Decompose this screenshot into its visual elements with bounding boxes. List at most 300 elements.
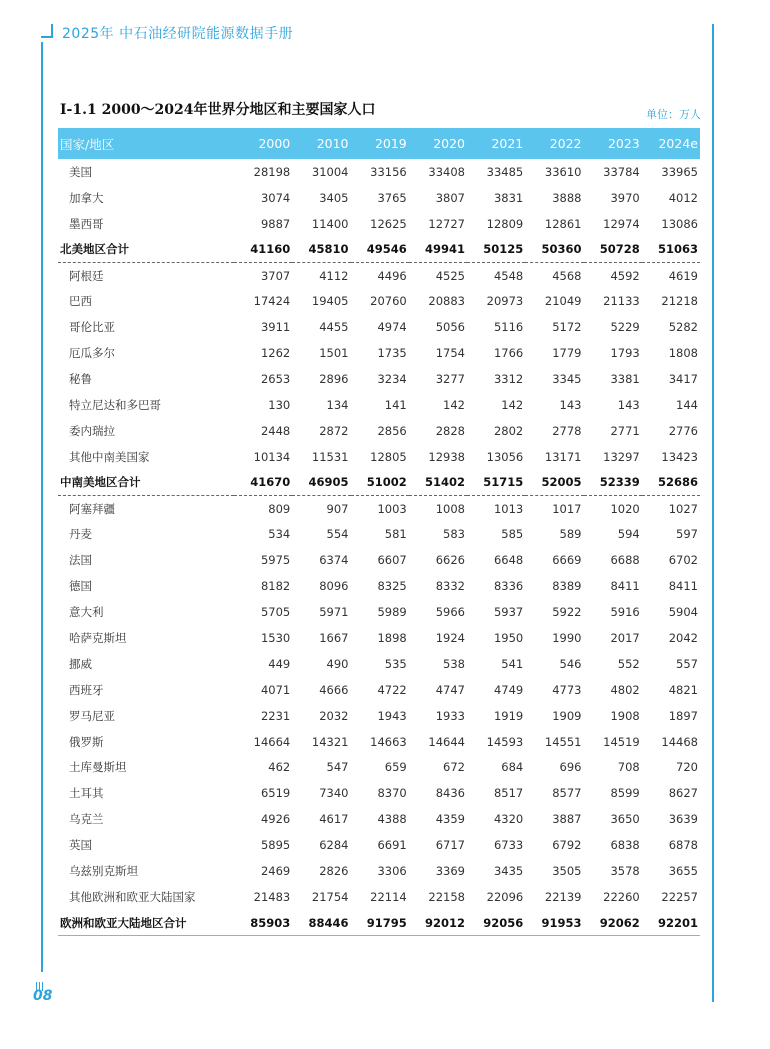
table-row: [58, 858, 700, 884]
cell-value: 907: [326, 501, 349, 516]
cell-value: 3970: [610, 190, 640, 205]
cell-value: 4112: [319, 268, 349, 283]
cell-value: 4455: [319, 320, 349, 335]
cell-value: 1020: [610, 501, 640, 516]
cell-value: 696: [559, 760, 582, 775]
cell-value: 4926: [260, 812, 291, 827]
cell-value: 6519: [260, 786, 291, 801]
cell-value: 2653: [260, 372, 291, 387]
cell-value: 1013: [493, 501, 524, 516]
cell-value: 3312: [493, 372, 524, 387]
cell-value: 720: [676, 760, 698, 775]
cell-value: 659: [384, 760, 407, 775]
cell-value: 22139: [544, 889, 582, 904]
cell-value: 4821: [668, 682, 698, 697]
table-row: [58, 185, 700, 211]
cell-value: 51063: [642, 237, 700, 263]
cell-value: 1779: [552, 346, 582, 361]
row-label: 加拿大: [69, 190, 104, 205]
row-label: 乌兹别克斯坦: [69, 863, 138, 878]
table-row: [58, 211, 700, 237]
cell-value: 3381: [610, 372, 640, 387]
row-label: 阿根廷: [69, 268, 104, 283]
cell-value: 1003: [377, 501, 407, 516]
table-row: [58, 288, 700, 314]
cell-value: 10134: [253, 449, 291, 464]
cell-value: 8627: [668, 786, 698, 801]
cell-value: 4548: [493, 268, 524, 283]
cell-value: 4802: [610, 682, 640, 697]
cell-value: 144: [676, 397, 698, 412]
cell-value: 21133: [603, 294, 640, 309]
cell-value: 3369: [435, 863, 465, 878]
cell-value: 1754: [435, 346, 465, 361]
cell-value: 14468: [661, 734, 698, 749]
cell-value: 3807: [435, 190, 465, 205]
cell-value: 594: [617, 527, 640, 542]
cell-value: 597: [676, 527, 698, 542]
cell-value: 8517: [493, 786, 524, 801]
cell-value: 8096: [319, 579, 349, 594]
row-label: 法国: [69, 553, 92, 568]
cell-value: 1530: [260, 630, 291, 645]
cell-value: 5922: [552, 605, 582, 620]
cell-value: 85903: [234, 910, 292, 936]
cell-value: 2042: [668, 630, 698, 645]
cell-value: 4568: [552, 268, 582, 283]
cell-value: 3277: [435, 372, 465, 387]
cell-value: 33784: [603, 164, 640, 179]
row-label: 委内瑞拉: [69, 423, 115, 438]
table-row: [58, 496, 700, 522]
cell-value: 13171: [544, 449, 582, 464]
cell-value: 554: [326, 527, 349, 542]
cell-value: 12974: [603, 216, 640, 231]
page-tick-decoration: [36, 976, 48, 985]
cell-value: 1898: [377, 630, 407, 645]
cell-value: 2802: [493, 423, 524, 438]
cell-value: 4666: [319, 682, 349, 697]
cell-value: 1919: [493, 708, 524, 723]
cell-value: 4388: [377, 812, 407, 827]
row-label: 厄瓜多尔: [69, 346, 115, 361]
table-row: [58, 444, 700, 470]
cell-value: 33485: [486, 164, 524, 179]
cell-value: 684: [501, 760, 524, 775]
cell-value: 3765: [377, 190, 407, 205]
cell-value: 13297: [603, 449, 640, 464]
cell-value: 49546: [351, 237, 409, 263]
cell-value: 1027: [668, 501, 698, 516]
cell-value: 535: [384, 656, 407, 671]
cell-value: 8336: [493, 579, 524, 594]
cell-value: 1501: [319, 346, 349, 361]
cell-value: 20973: [486, 294, 524, 309]
cell-value: 4496: [377, 268, 407, 283]
cell-value: 1017: [552, 501, 582, 516]
cell-value: 8182: [260, 579, 291, 594]
cell-value: 2856: [377, 423, 407, 438]
cell-value: 4773: [552, 682, 582, 697]
cell-value: 3639: [668, 812, 698, 827]
cell-value: 22158: [428, 889, 465, 904]
cell-value: 143: [617, 397, 640, 412]
cell-value: 2017: [610, 630, 640, 645]
cell-value: 5705: [260, 605, 291, 620]
cell-value: 88446: [292, 910, 350, 936]
row-label: 乌克兰: [69, 812, 104, 827]
cell-value: 2771: [610, 423, 640, 438]
cell-value: 49941: [409, 237, 467, 263]
cell-value: 17424: [253, 294, 291, 309]
column-header-year: 2022: [549, 136, 582, 151]
row-label: 土耳其: [69, 786, 104, 801]
cell-value: 589: [559, 527, 582, 542]
cell-value: 2448: [260, 423, 291, 438]
cell-value: 4320: [493, 812, 524, 827]
cell-value: 14664: [253, 734, 291, 749]
cell-value: 5895: [260, 838, 291, 853]
cell-value: 11400: [311, 216, 349, 231]
cell-value: 7340: [319, 786, 349, 801]
cell-value: 12861: [544, 216, 582, 231]
cell-value: 51402: [409, 470, 467, 496]
cell-value: 91795: [351, 910, 409, 936]
header-bracket-decoration: [41, 24, 53, 38]
cell-value: 21218: [661, 294, 698, 309]
page-number: 08: [33, 988, 53, 1004]
cell-value: 4619: [668, 268, 698, 283]
cell-value: 3578: [610, 863, 640, 878]
cell-value: 1990: [552, 630, 582, 645]
cell-value: 2896: [319, 372, 349, 387]
row-label: 巴西: [69, 294, 92, 309]
cell-value: 41670: [234, 470, 292, 496]
row-label: 俄罗斯: [69, 734, 104, 749]
cell-value: 1909: [552, 708, 582, 723]
cell-value: 12805: [370, 449, 407, 464]
table-body: [58, 159, 700, 936]
cell-value: 5056: [435, 320, 465, 335]
table-row: [58, 625, 700, 651]
table-row: [58, 806, 700, 832]
cell-value: 8577: [552, 786, 582, 801]
cell-value: 12625: [370, 216, 407, 231]
row-label: 中南美地区合计: [58, 470, 234, 496]
table-row: [58, 392, 700, 418]
cell-value: 13056: [486, 449, 524, 464]
cell-value: 134: [326, 397, 349, 412]
row-label: 其他欧洲和欧亚大陆国家: [69, 889, 196, 904]
cell-value: 2828: [435, 423, 465, 438]
cell-value: 20760: [370, 294, 407, 309]
cell-value: 45810: [292, 237, 350, 263]
cell-value: 3405: [319, 190, 349, 205]
row-label: 挪威: [69, 656, 92, 671]
row-label: 哥伦比亚: [69, 320, 115, 335]
table-row: [58, 340, 700, 366]
row-label: 秘鲁: [69, 372, 92, 387]
cell-value: 14519: [603, 734, 640, 749]
row-label: 欧洲和欧亚大陆地区合计: [58, 910, 234, 936]
cell-value: 547: [326, 760, 349, 775]
cell-value: 6878: [668, 838, 698, 853]
table-row: [58, 314, 700, 340]
handbook-title: 2025年 中石油经研院能源数据手册: [62, 26, 294, 42]
cell-value: 6688: [610, 553, 640, 568]
cell-value: 4359: [435, 812, 465, 827]
cell-value: 92062: [584, 910, 642, 936]
cell-value: 6717: [435, 838, 465, 853]
table-header-row: [58, 128, 700, 159]
cell-value: 1924: [435, 630, 465, 645]
population-table: [58, 128, 700, 936]
column-header-year: 2019: [374, 136, 407, 151]
cell-value: 22114: [370, 889, 407, 904]
table-row: [58, 159, 700, 185]
cell-value: 51715: [467, 470, 525, 496]
cell-value: 1950: [493, 630, 524, 645]
row-label: 西班牙: [69, 682, 104, 697]
cell-value: 6669: [552, 553, 582, 568]
table-row: [58, 780, 700, 806]
cell-value: 4617: [319, 812, 349, 827]
cell-value: 6691: [377, 838, 407, 853]
cell-value: 1897: [668, 708, 698, 723]
cell-value: 546: [559, 656, 582, 671]
cell-value: 91953: [525, 910, 583, 936]
table-title: I-1.1 2000～2024年世界分地区和主要国家人口: [60, 102, 376, 118]
column-header-year: 2024e: [658, 136, 698, 151]
table-row: [58, 599, 700, 625]
cell-value: 6607: [377, 553, 407, 568]
cell-value: 3417: [668, 372, 698, 387]
table-row: [58, 547, 700, 573]
row-label: 其他中南美国家: [69, 449, 150, 464]
cell-value: 6733: [493, 838, 524, 853]
cell-value: 2231: [260, 708, 291, 723]
table-row: [58, 703, 700, 729]
cell-value: 8332: [435, 579, 465, 594]
row-label: 德国: [69, 579, 92, 594]
cell-value: 2872: [319, 423, 349, 438]
cell-value: 14321: [311, 734, 349, 749]
row-label: 土库曼斯坦: [69, 760, 127, 775]
column-header-year: 2023: [607, 136, 640, 151]
cell-value: 14644: [428, 734, 465, 749]
cell-value: 3655: [668, 863, 698, 878]
cell-value: 1808: [668, 346, 698, 361]
table-header: [58, 128, 700, 159]
table-row: [58, 573, 700, 599]
cell-value: 5172: [552, 320, 582, 335]
row-label: 特立尼达和多巴哥: [69, 397, 161, 412]
cell-value: 14551: [544, 734, 582, 749]
cell-value: 142: [501, 397, 524, 412]
cell-value: 585: [501, 527, 524, 542]
cell-value: 708: [617, 760, 640, 775]
row-label: 哈萨克斯坦: [69, 630, 127, 645]
cell-value: 1933: [435, 708, 465, 723]
cell-value: 538: [443, 656, 465, 671]
cell-value: 5975: [260, 553, 291, 568]
cell-value: 583: [443, 527, 465, 542]
cell-value: 4012: [668, 190, 698, 205]
cell-value: 21754: [311, 889, 349, 904]
table-unit: 单位：万人: [646, 108, 701, 121]
cell-value: 672: [443, 760, 465, 775]
cell-value: 3074: [260, 190, 291, 205]
cell-value: 6702: [668, 553, 698, 568]
cell-value: 1735: [377, 346, 407, 361]
cell-value: 52686: [642, 470, 700, 496]
left-margin-rule: [41, 42, 43, 972]
cell-value: 6838: [610, 838, 640, 853]
right-margin-rule: [712, 24, 714, 1002]
cell-value: 92056: [467, 910, 525, 936]
cell-value: 33408: [428, 164, 465, 179]
cell-value: 12809: [486, 216, 524, 231]
table-row: [58, 832, 700, 858]
cell-value: 3707: [260, 268, 291, 283]
cell-value: 3505: [552, 863, 582, 878]
column-header-year: 2020: [433, 136, 465, 151]
cell-value: 2776: [668, 423, 698, 438]
cell-value: 1793: [610, 346, 640, 361]
cell-value: 490: [326, 656, 349, 671]
cell-value: 5904: [668, 605, 698, 620]
cell-value: 19405: [311, 294, 349, 309]
cell-value: 5116: [493, 320, 524, 335]
cell-value: 143: [559, 397, 582, 412]
cell-value: 3345: [552, 372, 582, 387]
table-total-row: [58, 910, 700, 936]
cell-value: 3435: [493, 863, 524, 878]
row-label: 美国: [69, 164, 92, 179]
cell-value: 130: [268, 397, 291, 412]
cell-value: 3831: [493, 190, 524, 205]
cell-value: 6374: [319, 553, 349, 568]
cell-value: 3306: [377, 863, 407, 878]
cell-value: 4747: [435, 682, 465, 697]
cell-value: 557: [676, 656, 698, 671]
column-header-year: 2000: [258, 136, 291, 151]
cell-value: 52005: [525, 470, 583, 496]
cell-value: 449: [268, 656, 291, 671]
cell-value: 22096: [486, 889, 524, 904]
cell-value: 5971: [319, 605, 349, 620]
cell-value: 8389: [552, 579, 582, 594]
cell-value: 92201: [642, 910, 700, 936]
cell-value: 41160: [234, 237, 292, 263]
cell-value: 1943: [377, 708, 407, 723]
row-label: 阿塞拜疆: [69, 501, 115, 516]
cell-value: 28198: [253, 164, 291, 179]
cell-value: 9887: [260, 216, 291, 231]
table-row: [58, 418, 700, 444]
cell-value: 12727: [428, 216, 465, 231]
row-label: 英国: [69, 838, 92, 853]
cell-value: 8436: [435, 786, 465, 801]
cell-value: 2469: [260, 863, 291, 878]
cell-value: 8325: [377, 579, 407, 594]
cell-value: 20883: [428, 294, 465, 309]
cell-value: 534: [268, 527, 291, 542]
table-row: [58, 677, 700, 703]
table-row: [58, 884, 700, 910]
table-row: [58, 366, 700, 392]
cell-value: 52339: [584, 470, 642, 496]
column-header-year: 2021: [491, 136, 524, 151]
row-label: 墨西哥: [69, 216, 104, 231]
cell-value: 4071: [260, 682, 291, 697]
cell-value: 541: [501, 656, 524, 671]
cell-value: 4974: [377, 320, 407, 335]
row-label: 北美地区合计: [58, 237, 234, 263]
cell-value: 3650: [610, 812, 640, 827]
cell-value: 13423: [661, 449, 698, 464]
cell-value: 1667: [319, 630, 349, 645]
table-row: [58, 754, 700, 780]
cell-value: 92012: [409, 910, 467, 936]
cell-value: 4592: [610, 268, 640, 283]
cell-value: 12938: [428, 449, 465, 464]
table-row: [58, 263, 700, 289]
cell-value: 2778: [552, 423, 582, 438]
cell-value: 3911: [260, 320, 291, 335]
cell-value: 4749: [493, 682, 524, 697]
cell-value: 552: [617, 656, 640, 671]
cell-value: 5229: [610, 320, 640, 335]
cell-value: 21049: [544, 294, 582, 309]
cell-value: 4525: [435, 268, 465, 283]
cell-value: 2826: [319, 863, 349, 878]
cell-value: 33610: [544, 164, 582, 179]
cell-value: 14593: [486, 734, 524, 749]
table-row: [58, 651, 700, 677]
cell-value: 141: [384, 397, 407, 412]
cell-value: 809: [268, 501, 291, 516]
cell-value: 33965: [661, 164, 698, 179]
cell-value: 1262: [260, 346, 291, 361]
cell-value: 51002: [351, 470, 409, 496]
cell-value: 50728: [584, 237, 642, 263]
cell-value: 5966: [435, 605, 465, 620]
cell-value: 142: [443, 397, 465, 412]
cell-value: 33156: [370, 164, 407, 179]
cell-value: 31004: [311, 164, 349, 179]
cell-value: 5937: [493, 605, 524, 620]
cell-value: 3234: [377, 372, 407, 387]
row-label: 意大利: [69, 605, 104, 620]
table-total-row: [58, 470, 700, 496]
cell-value: 8411: [610, 579, 640, 594]
cell-value: 5989: [377, 605, 407, 620]
cell-value: 6792: [552, 838, 582, 853]
table-row: [58, 521, 700, 547]
cell-value: 22257: [661, 889, 698, 904]
cell-value: 1008: [435, 501, 465, 516]
cell-value: 1766: [493, 346, 524, 361]
column-header-region: 国家/地区: [60, 136, 115, 152]
cell-value: 21483: [253, 889, 291, 904]
cell-value: 3887: [552, 812, 582, 827]
cell-value: 8599: [610, 786, 640, 801]
cell-value: 50360: [525, 237, 583, 263]
cell-value: 50125: [467, 237, 525, 263]
cell-value: 4722: [377, 682, 407, 697]
cell-value: 1908: [610, 708, 640, 723]
